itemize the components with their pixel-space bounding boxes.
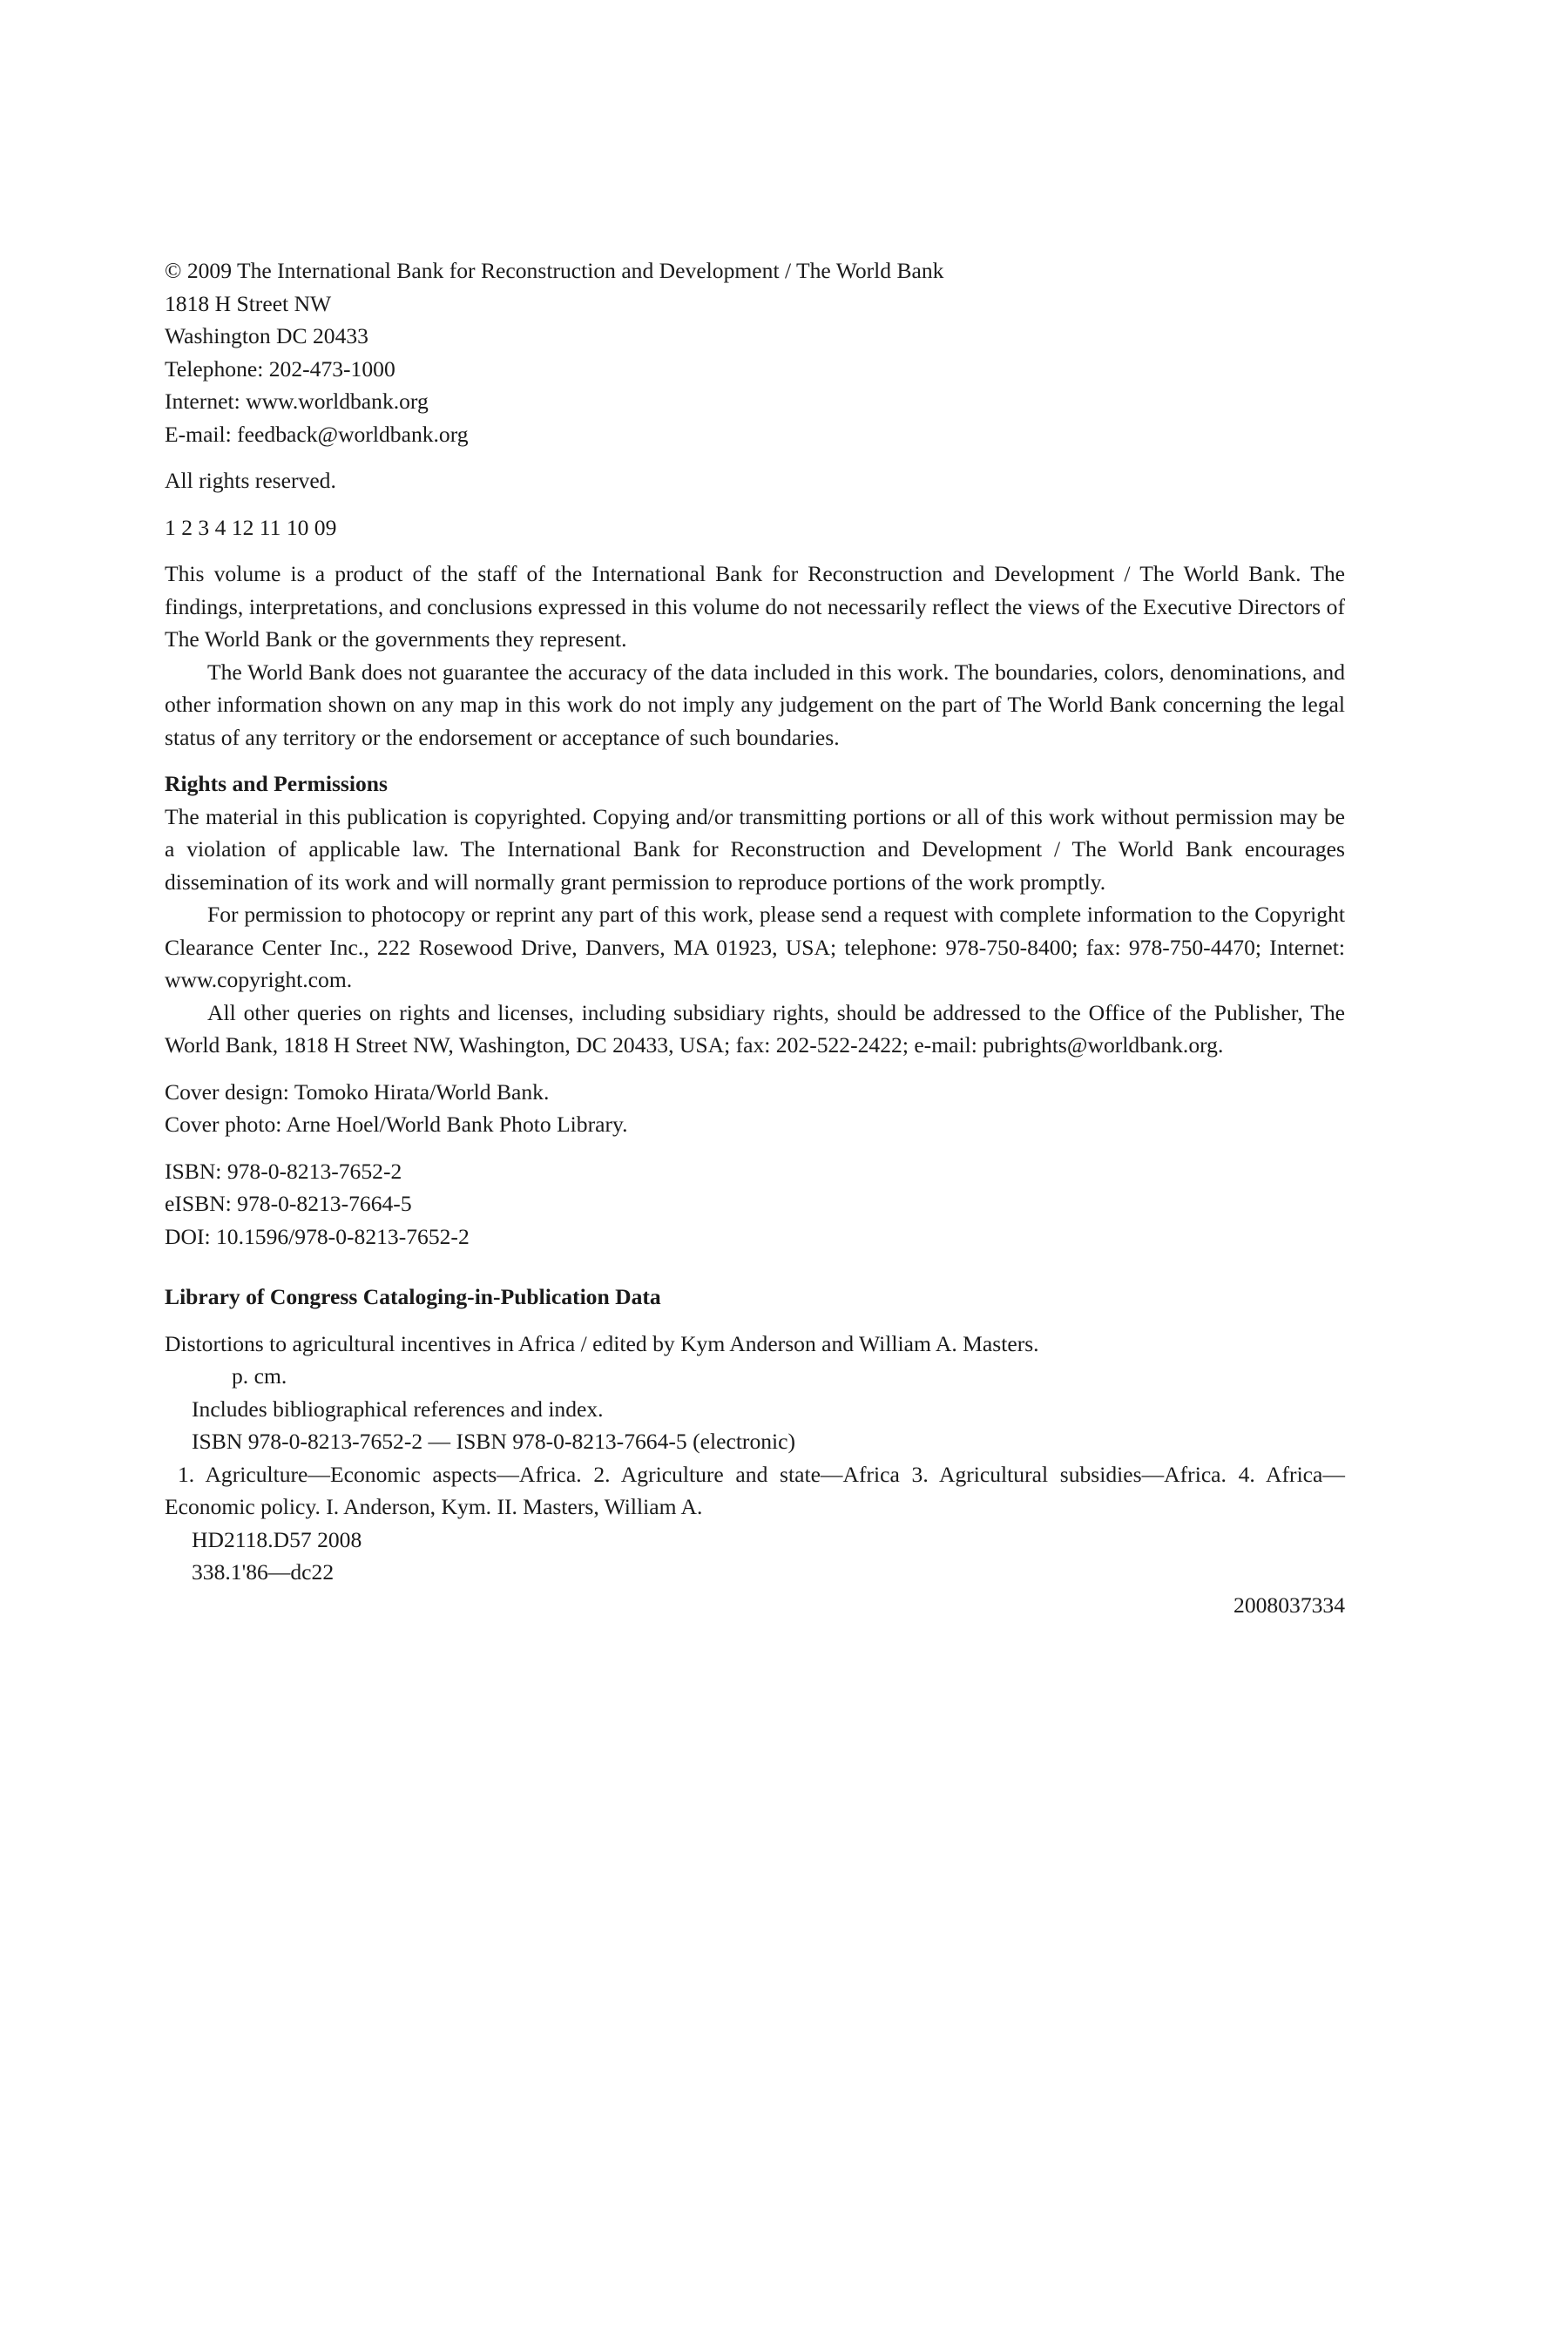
disclaimer-paragraph-2: The World Bank does not guarantee the accuracy of the data included in this work. The boundaries, colors, denominations, and other information shown on any map in this work do not imply any judgement on the part of The World Bank concerning the legal status of any territory or the endorsement or acceptance of such boundaries. (165, 659, 1345, 750)
cip-lc-class: HD2118.D57 2008 (192, 1526, 362, 1552)
cover-design-credit: Cover design: Tomoko Hirata/World Bank. (165, 1078, 550, 1105)
rights-reserved: All rights reserved. (165, 468, 336, 493)
cover-photo-credit: Cover photo: Arne Hoel/World Bank Photo Library. (165, 1112, 628, 1137)
disclaimer-section (165, 558, 1345, 754)
cip-heading: Library of Congress Cataloging-in-Publication Data (165, 1284, 661, 1309)
cip-isbn-line: ISBN 978-0-8213-7652-2 — ISBN 978-0-8213-7664-5 (electronic) (192, 1429, 796, 1454)
rights-heading: Rights and Permissions (165, 771, 388, 796)
email-address: E-mail: feedback@worldbank.org (165, 421, 469, 447)
rights-paragraph-3: All other queries on rights and licenses, including subsidiary rights, should be addressed to the Office of the Publisher, The World Bank, 1818 H Street NW, Washington, DC 20433, USA; fax: 202-522-2422; e-mail: pubrights@worldbank.org. (165, 999, 1345, 1058)
cip-section (165, 1281, 1345, 1621)
copyright-address-block (165, 254, 1345, 450)
rights-paragraph-1: The material in this publication is copyrighted. Copying and/or transmitting portions or all of this work without permission may be a violation of applicable law. The International Bank for Reconstruction and Development / The World Bank encourages dissemination of its work and will normally grant permission to reproduce portions of the work promptly. (165, 803, 1345, 895)
isbn: ISBN: 978-0-8213-7652-2 (165, 1158, 402, 1184)
cip-subjects: 1. Agriculture—Economic aspects—Africa. 2. Agriculture and state—Africa 3. Agricultural subsidies—Africa. 4. Africa—Economic policy. I. Anderson, Kym. II. Masters, William A. (165, 1461, 1345, 1519)
identifiers-block (165, 1155, 1345, 1254)
telephone: Telephone: 202-473-1000 (165, 355, 395, 382)
rights-paragraph-2: For permission to photocopy or reprint any part of this work, please send a request with complete information to the Copyright Clearance Center Inc., 222 Rosewood Drive, Danvers, MA 01923, USA; telephone: 978-750-8400; fax: 978-750-4470; Internet: www.copyright.com. (165, 902, 1345, 992)
address-city: Washington DC 20433 (165, 323, 368, 348)
cover-credits (165, 1076, 1345, 1141)
eisbn: eISBN: 978-0-8213-7664-5 (165, 1191, 412, 1216)
cip-dewey: 338.1'86—dc22 (192, 1559, 335, 1585)
disclaimer-paragraph-1: This volume is a product of the staff of the International Bank for Reconstruction and Development / The World Bank. The findings, interpretations, and conclusions expressed in this volume do not necessarily reflect the views of the Executive Directors of The World Bank or the governments they represent. (165, 561, 1345, 652)
copyright-page (165, 254, 1345, 1621)
doi: DOI: 10.1596/978-0-8213-7652-2 (165, 1223, 470, 1249)
copyright-notice: © 2009 The International Bank for Reconstruction and Development / The World Bank (165, 258, 944, 283)
address-street: 1818 H Street NW (165, 290, 332, 316)
internet-address: Internet: www.worldbank.org (165, 389, 429, 414)
cip-lccn: 2008037334 (1233, 1592, 1345, 1618)
cip-includes: Includes bibliographical references and index. (192, 1396, 604, 1422)
rights-section (165, 767, 1345, 1062)
cip-pcm: p. cm. (232, 1363, 287, 1389)
cip-title-line: Distortions to agricultural incentives in Africa / edited by Kym Anderson and William A. Masters. (165, 1330, 1039, 1356)
printing-line: 1 2 3 4 12 11 10 09 (165, 514, 337, 540)
